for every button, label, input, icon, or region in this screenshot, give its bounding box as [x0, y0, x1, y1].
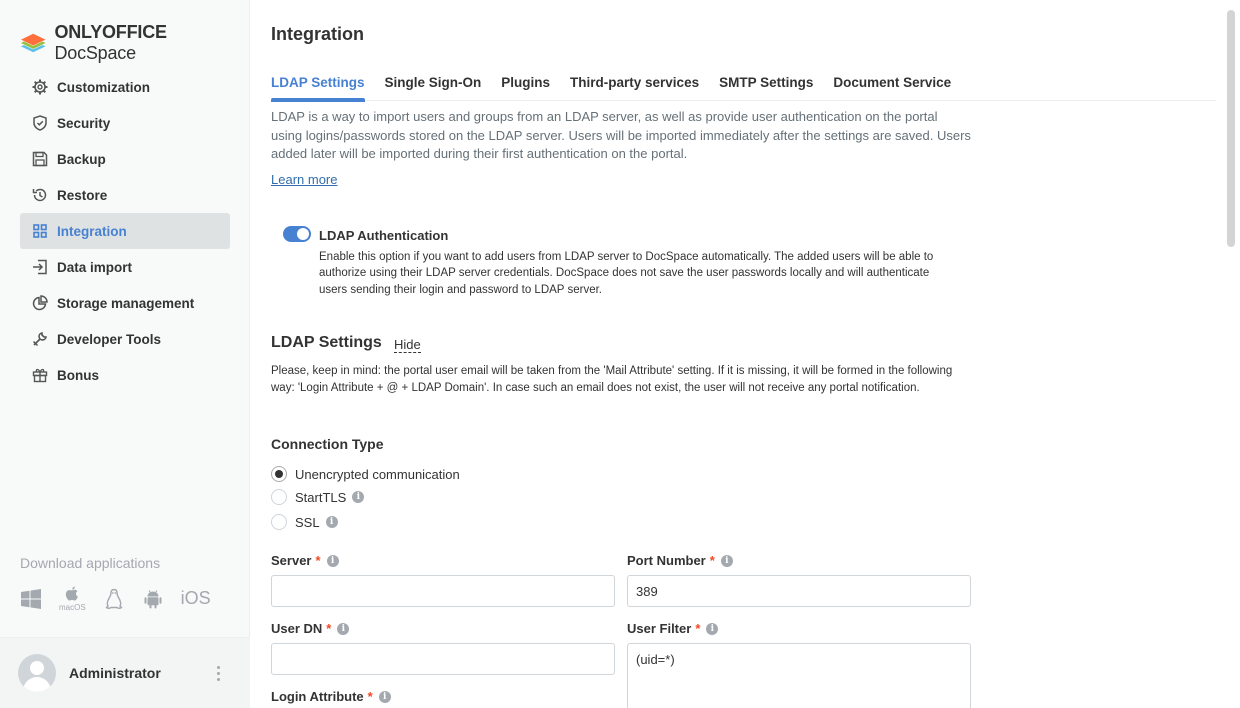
- sidebar-item-label: Restore: [57, 187, 108, 203]
- download-title: Download applications: [20, 555, 161, 571]
- macos-icon[interactable]: [59, 585, 86, 612]
- sidebar-item-developer-tools[interactable]: [20, 321, 230, 357]
- tab-document-service[interactable]: Document Service: [833, 75, 952, 90]
- port-number-label: Port Number * i: [627, 553, 733, 568]
- sidebar-item-bonus[interactable]: [20, 357, 230, 393]
- wrench-icon: [31, 330, 49, 348]
- ldap-authentication-description: Enable this option if you want to add users from LDAP server to DocSpace automatically. The added users will be able to authorize using their LDAP server credentials. DocSpace does not save the user passwords locally and will authenticate users sending their login and password to LDAP server.: [319, 251, 934, 296]
- user-profile[interactable]: [0, 637, 250, 708]
- radio-button[interactable]: [271, 489, 287, 505]
- pie-chart-icon: [31, 294, 49, 312]
- sidebar-item-security[interactable]: [20, 105, 230, 141]
- page-scrollbar[interactable]: [1227, 10, 1235, 247]
- windows-icon[interactable]: [20, 588, 42, 610]
- ldap-description: LDAP is a way to import users and groups from an LDAP server, as well as provide user authentication on the portal using logins/passwords stored on the LDAP server. Users will be imported immediately after the settings are saved. Users added later will be imported during their first authentication on the portal.: [271, 109, 971, 161]
- login-attribute-label: Login Attribute * i: [271, 689, 391, 704]
- sidebar-item-data-import[interactable]: [20, 249, 230, 285]
- sidebar-item-integration[interactable]: [20, 213, 230, 249]
- info-icon[interactable]: i: [326, 516, 338, 528]
- ldap-authentication-toggle[interactable]: [283, 226, 311, 242]
- port-number-input[interactable]: 389: [627, 575, 971, 607]
- logo[interactable]: [20, 22, 249, 64]
- grid-icon: [31, 222, 49, 240]
- floppy-icon: [31, 150, 49, 168]
- radio-button[interactable]: [271, 466, 287, 482]
- radio-ssl[interactable]: [271, 514, 338, 530]
- sidebar-item-storage-management[interactable]: [20, 285, 230, 321]
- sidebar-item-label: Security: [57, 115, 111, 131]
- logo-rest: DocSpace: [54, 43, 136, 63]
- info-icon[interactable]: i: [352, 491, 364, 503]
- server-label: Server * i: [271, 553, 339, 568]
- shield-icon: [31, 114, 49, 132]
- gift-icon: [31, 366, 49, 384]
- user-filter-label: User Filter * i: [627, 621, 718, 636]
- hide-link[interactable]: Hide: [394, 337, 421, 352]
- onlyoffice-logo-icon: [20, 30, 46, 56]
- learn-more-link[interactable]: Learn more: [271, 172, 338, 187]
- info-icon[interactable]: i: [327, 555, 339, 567]
- radio-unencrypted[interactable]: [271, 466, 460, 482]
- sidebar-item-label: Backup: [57, 151, 106, 167]
- radio-starttls[interactable]: [271, 489, 364, 505]
- info-icon[interactable]: i: [379, 691, 391, 703]
- apps-row: [20, 585, 211, 612]
- server-input[interactable]: [271, 575, 615, 607]
- info-icon[interactable]: i: [706, 623, 718, 635]
- radio-label: StartTLS: [295, 489, 347, 505]
- sidebar-item-label: Data import: [57, 259, 133, 275]
- sidebar-item-label: Bonus: [57, 367, 99, 383]
- user-name: Administrator: [69, 665, 161, 681]
- sidebar-item-label: Developer Tools: [57, 331, 162, 347]
- android-icon[interactable]: [142, 588, 164, 610]
- required-mark: *: [326, 621, 332, 636]
- required-mark: *: [315, 553, 321, 568]
- required-mark: *: [367, 689, 373, 704]
- sidebar-item-restore[interactable]: [20, 177, 230, 213]
- settings-nav: [20, 69, 230, 393]
- tab-single-sign-on[interactable]: Single Sign-On: [384, 75, 482, 90]
- user-filter-textarea[interactable]: (uid=*): [627, 643, 971, 708]
- history-icon: [31, 186, 49, 204]
- logo-bold: ONLYOFFICE: [54, 22, 167, 42]
- more-vertical-icon[interactable]: [217, 666, 220, 681]
- macos-label: macOS: [59, 603, 86, 612]
- radio-label: Unencrypted communication: [295, 466, 460, 482]
- user-dn-input[interactable]: [271, 643, 615, 675]
- ldap-settings-title: LDAP Settings: [271, 334, 382, 351]
- tab-bar: [271, 75, 1216, 101]
- page-title: Integration: [271, 24, 364, 44]
- tab-third-party-services[interactable]: Third-party services: [570, 75, 700, 90]
- import-icon: [31, 258, 49, 276]
- sidebar-item-label: Storage management: [57, 295, 195, 311]
- gear-icon: [31, 78, 49, 96]
- radio-button[interactable]: [271, 514, 287, 530]
- info-icon[interactable]: i: [337, 623, 349, 635]
- ldap-settings-note: Please, keep in mind: the portal user email will be taken from the 'Mail Attribute' setting. If it is missing, it will be formed in the following way: 'Login Attribute + @ + LDAP Domain'. In case such an email does not exist, the user will not receive any portal notification.: [271, 365, 953, 394]
- radio-label: SSL: [295, 514, 320, 530]
- sidebar-item-backup[interactable]: [20, 141, 230, 177]
- linux-icon[interactable]: [103, 588, 125, 610]
- ios-icon[interactable]: iOS: [180, 588, 211, 608]
- required-mark: *: [695, 621, 701, 636]
- tab-ldap-settings[interactable]: LDAP Settings: [271, 75, 365, 101]
- sidebar: [0, 0, 250, 708]
- tab-plugins[interactable]: Plugins: [501, 75, 551, 90]
- sidebar-item-label: Customization: [57, 79, 150, 95]
- sidebar-item-label: Integration: [57, 223, 127, 239]
- required-mark: *: [709, 553, 715, 568]
- tab-smtp-settings[interactable]: SMTP Settings: [719, 75, 814, 90]
- sidebar-item-customization[interactable]: [20, 69, 230, 105]
- ldap-authentication-label: LDAP Authentication: [319, 228, 449, 243]
- info-icon[interactable]: i: [721, 555, 733, 567]
- user-dn-label: User DN * i: [271, 621, 349, 636]
- connection-type-title: Connection Type: [271, 436, 384, 452]
- avatar[interactable]: [18, 654, 56, 692]
- download-applications: [20, 555, 211, 612]
